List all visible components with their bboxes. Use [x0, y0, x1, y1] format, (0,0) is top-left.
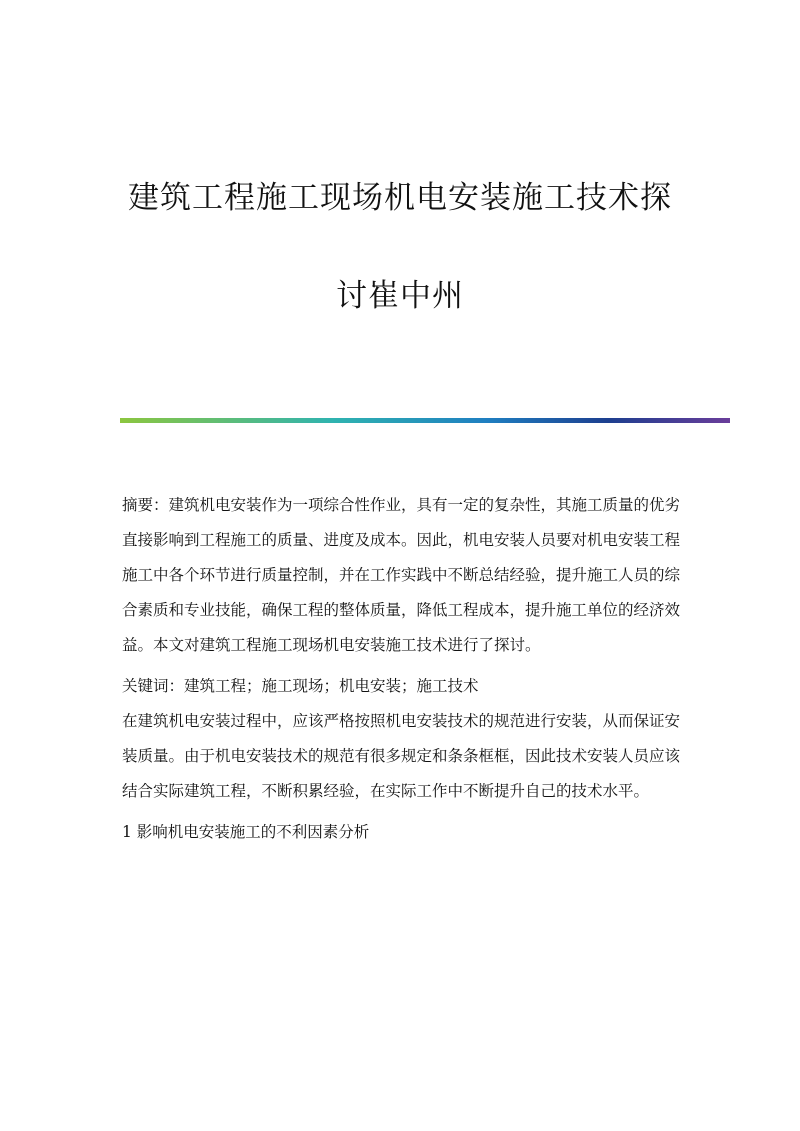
keywords-line: 关键词：建筑工程；施工现场；机电安装；施工技术 [122, 677, 479, 695]
intro-paragraph: 在建筑机电安装过程中，应该严格按照机电安装技术的规范进行安装，从而保证安装质量。由于机电安装技术的规范有很多规定和条条框框，因此技术安装人员应该结合实际建筑工程，不断积累经验，在实际工作中不断提升自己的技术水平。 [122, 712, 681, 800]
abstract-paragraph: 摘要：建筑机电安装作为一项综合性作业，具有一定的复杂性，其施工质量的优劣直接影响到工程施工的质量、进度及成本。因此，机电安装人员要对机电安装工程施工中各个环节进行质量控制，并在工作实践中不断总结经验，提升施工人员的综合素质和专业技能，确保工程的整体质量，降低工程成本，提升施工单位的经济效益。本文对建筑工程施工现场机电安装施工技术进行了探讨。 [122, 496, 681, 654]
title-line-2: 讨崔中州 [336, 278, 464, 314]
title-line-1: 建筑工程施工现场机电安装施工技术探 [128, 180, 672, 216]
document-title [70, 178, 730, 316]
section-heading: 1 影响机电安装施工的不利因素分析 [122, 823, 370, 841]
gradient-divider [120, 418, 730, 423]
document-body [122, 488, 680, 850]
